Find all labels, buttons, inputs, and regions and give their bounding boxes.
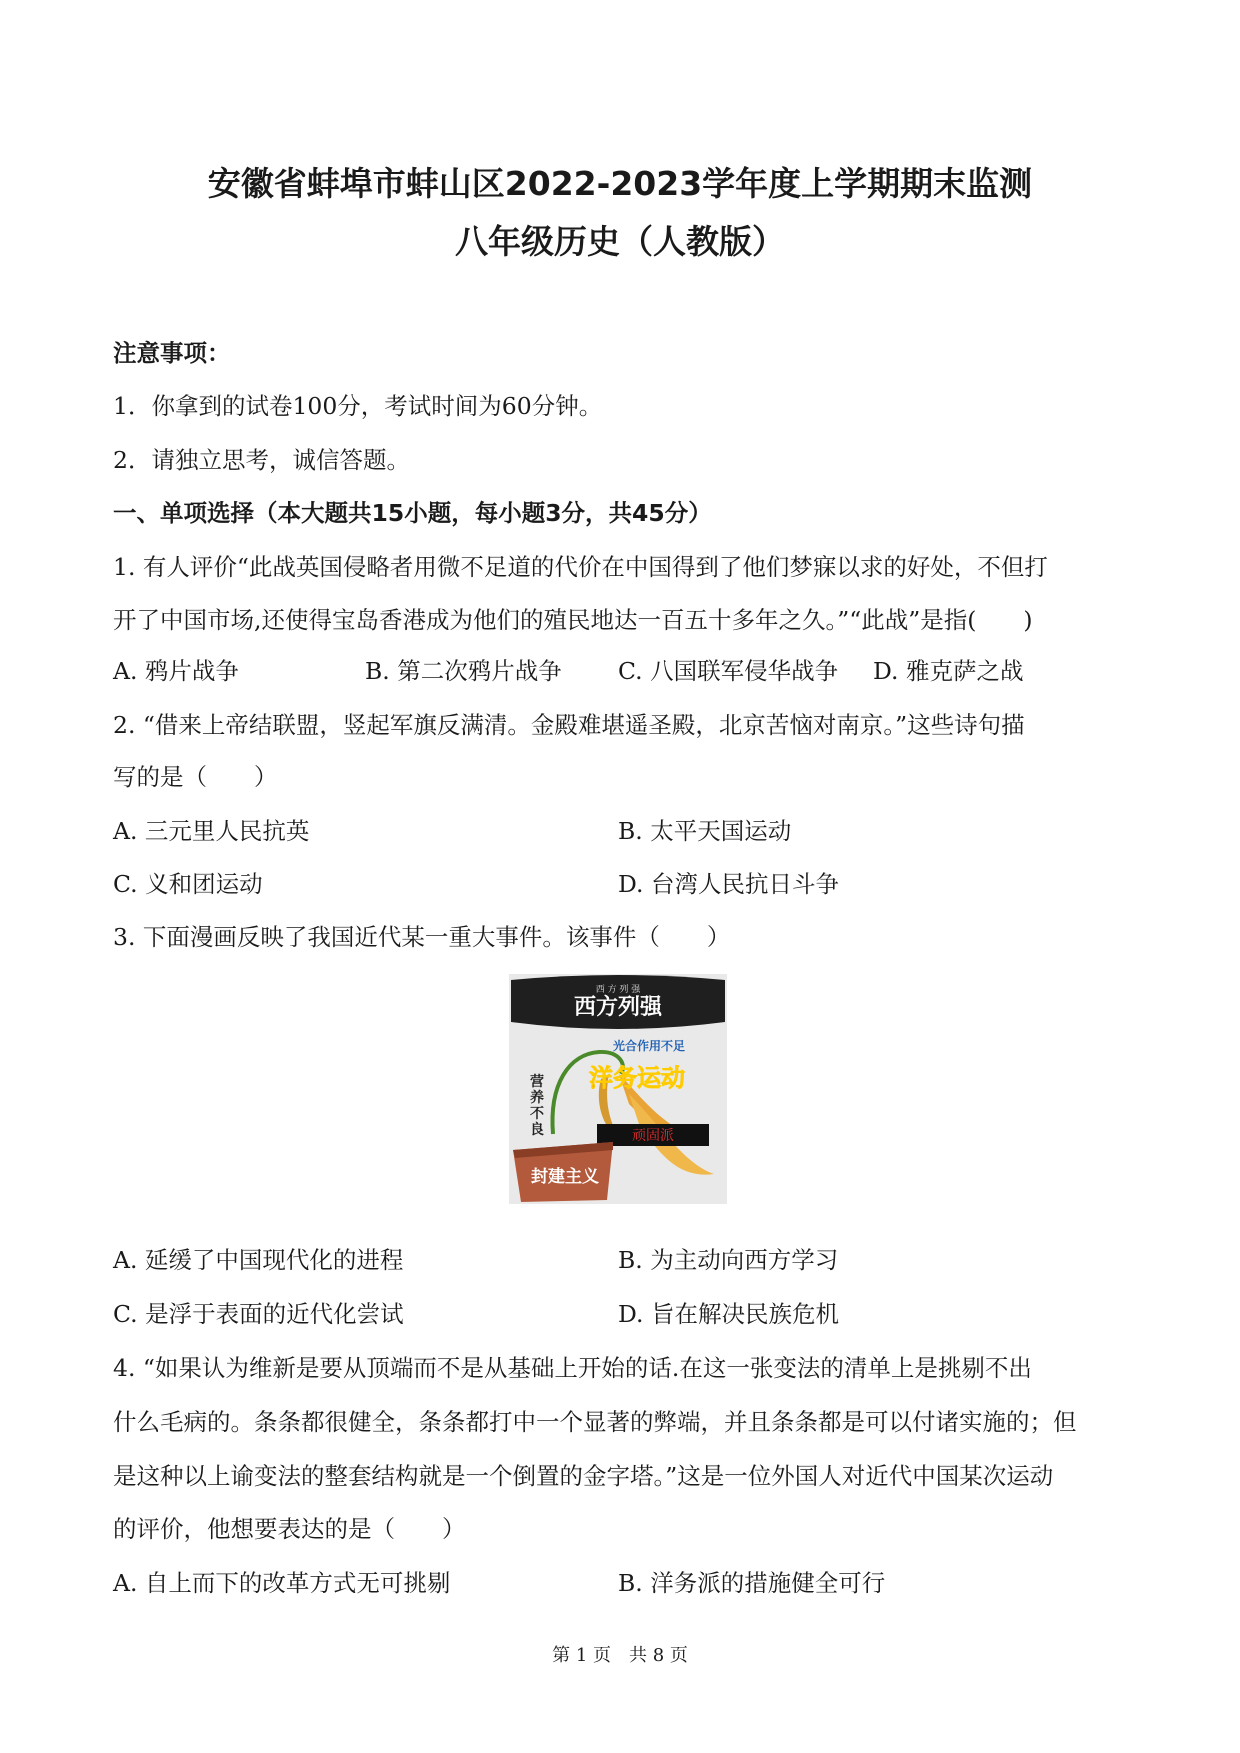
q3-option-d: D. 旨在解决民族危机 <box>618 1300 839 1328</box>
cartoon-pot-label: 封建主义 <box>531 1167 599 1187</box>
cartoon-side-char-3: 不 <box>530 1106 544 1122</box>
cartoon-sunlight-label: 光合作用不足 <box>612 1039 686 1053</box>
q3-line-1: 3. 下面漫画反映了我国近代某一重大事件。该事件（ ） <box>113 923 731 951</box>
q1-option-c: C. 八国联军侵华战争 <box>618 657 839 685</box>
q2-option-d: D. 台湾人民抗日斗争 <box>618 870 839 898</box>
exam-subtitle: 八年级历史（人教版） <box>455 222 785 261</box>
note-item-1: 1．你拿到的试卷100分，考试时间为60分钟。 <box>113 392 603 420</box>
q3-option-c: C. 是浮于表面的近代化尝试 <box>113 1300 404 1328</box>
cartoon-small-label: 西 方 列 强 <box>595 985 641 995</box>
q4-line-1: 4. “如果认为维新是要从顶端而不是从基础上开始的话.在这一张变法的清单上是挑剔不出 <box>113 1354 1032 1382</box>
q4-option-b: B. 洋务派的措施健全可行 <box>618 1569 886 1597</box>
q3-option-b: B. 为主动向西方学习 <box>618 1246 839 1274</box>
q2-line-2: 写的是（ ） <box>113 763 278 791</box>
page-number: 第 1 页 共 8 页 <box>552 1645 688 1666</box>
q4-line-4: 的评价，他想要表达的是（ ） <box>113 1515 466 1543</box>
q2-option-c: C. 义和团运动 <box>113 870 263 898</box>
cartoon-side-char-4: 良 <box>530 1122 544 1138</box>
section-heading: 一、单项选择（本大题共15小题，每小题3分，共45分） <box>113 499 712 527</box>
q4-option-a: A. 自上而下的改革方式无可挑剔 <box>113 1569 451 1597</box>
q3-cartoon <box>509 974 727 1204</box>
note-item-2: 2．请独立思考，诚信答题。 <box>113 446 410 474</box>
q1-option-b: B. 第二次鸦片战争 <box>365 657 562 685</box>
cartoon-side-char-1: 营 <box>530 1074 544 1090</box>
q1-option-a: A. 鸦片战争 <box>113 657 239 685</box>
cartoon-black-label: 顽固派 <box>632 1128 674 1144</box>
q3-option-a: A. 延缓了中国现代化的进程 <box>113 1246 404 1274</box>
q4-line-3: 是这种以上谕变法的整套结构就是一个倒置的金字塔。”这是一位外国人对近代中国某次运动 <box>113 1462 1054 1490</box>
q2-option-b: B. 太平天国运动 <box>618 817 792 845</box>
cartoon-side-char-2: 养 <box>530 1090 544 1106</box>
q1-line-1: 1. 有人评价“此战英国侵略者用微不足道的代价在中国得到了他们梦寐以求的好处，不但打 <box>113 553 1048 581</box>
q1-line-2: 开了中国市场,还使得宝岛香港成为他们的殖民地达一百五十多年之久。”“此战”是指( ) <box>113 606 1033 634</box>
q1-option-d: D. 雅克萨之战 <box>873 657 1024 685</box>
q4-line-2: 什么毛病的。条条都很健全，条条都打中一个显著的弊端，并且条条都是可以付诸实施的；但 <box>113 1408 1077 1436</box>
q2-option-a: A. 三元里人民抗英 <box>113 817 310 845</box>
cartoon-plant-label: 洋务运动 <box>589 1064 685 1092</box>
exam-title: 安徽省蚌埠市蚌山区2022-2023学年度上学期期末监测 <box>207 164 1033 203</box>
notes-heading: 注意事项： <box>113 339 231 367</box>
q2-line-1: 2. “借来上帝结联盟，竖起军旗反满清。金殿难堪遥圣殿，北京苦恼对南京。”这些诗句描 <box>113 711 1025 739</box>
cartoon-top-label: 西方列强 <box>573 995 663 1020</box>
